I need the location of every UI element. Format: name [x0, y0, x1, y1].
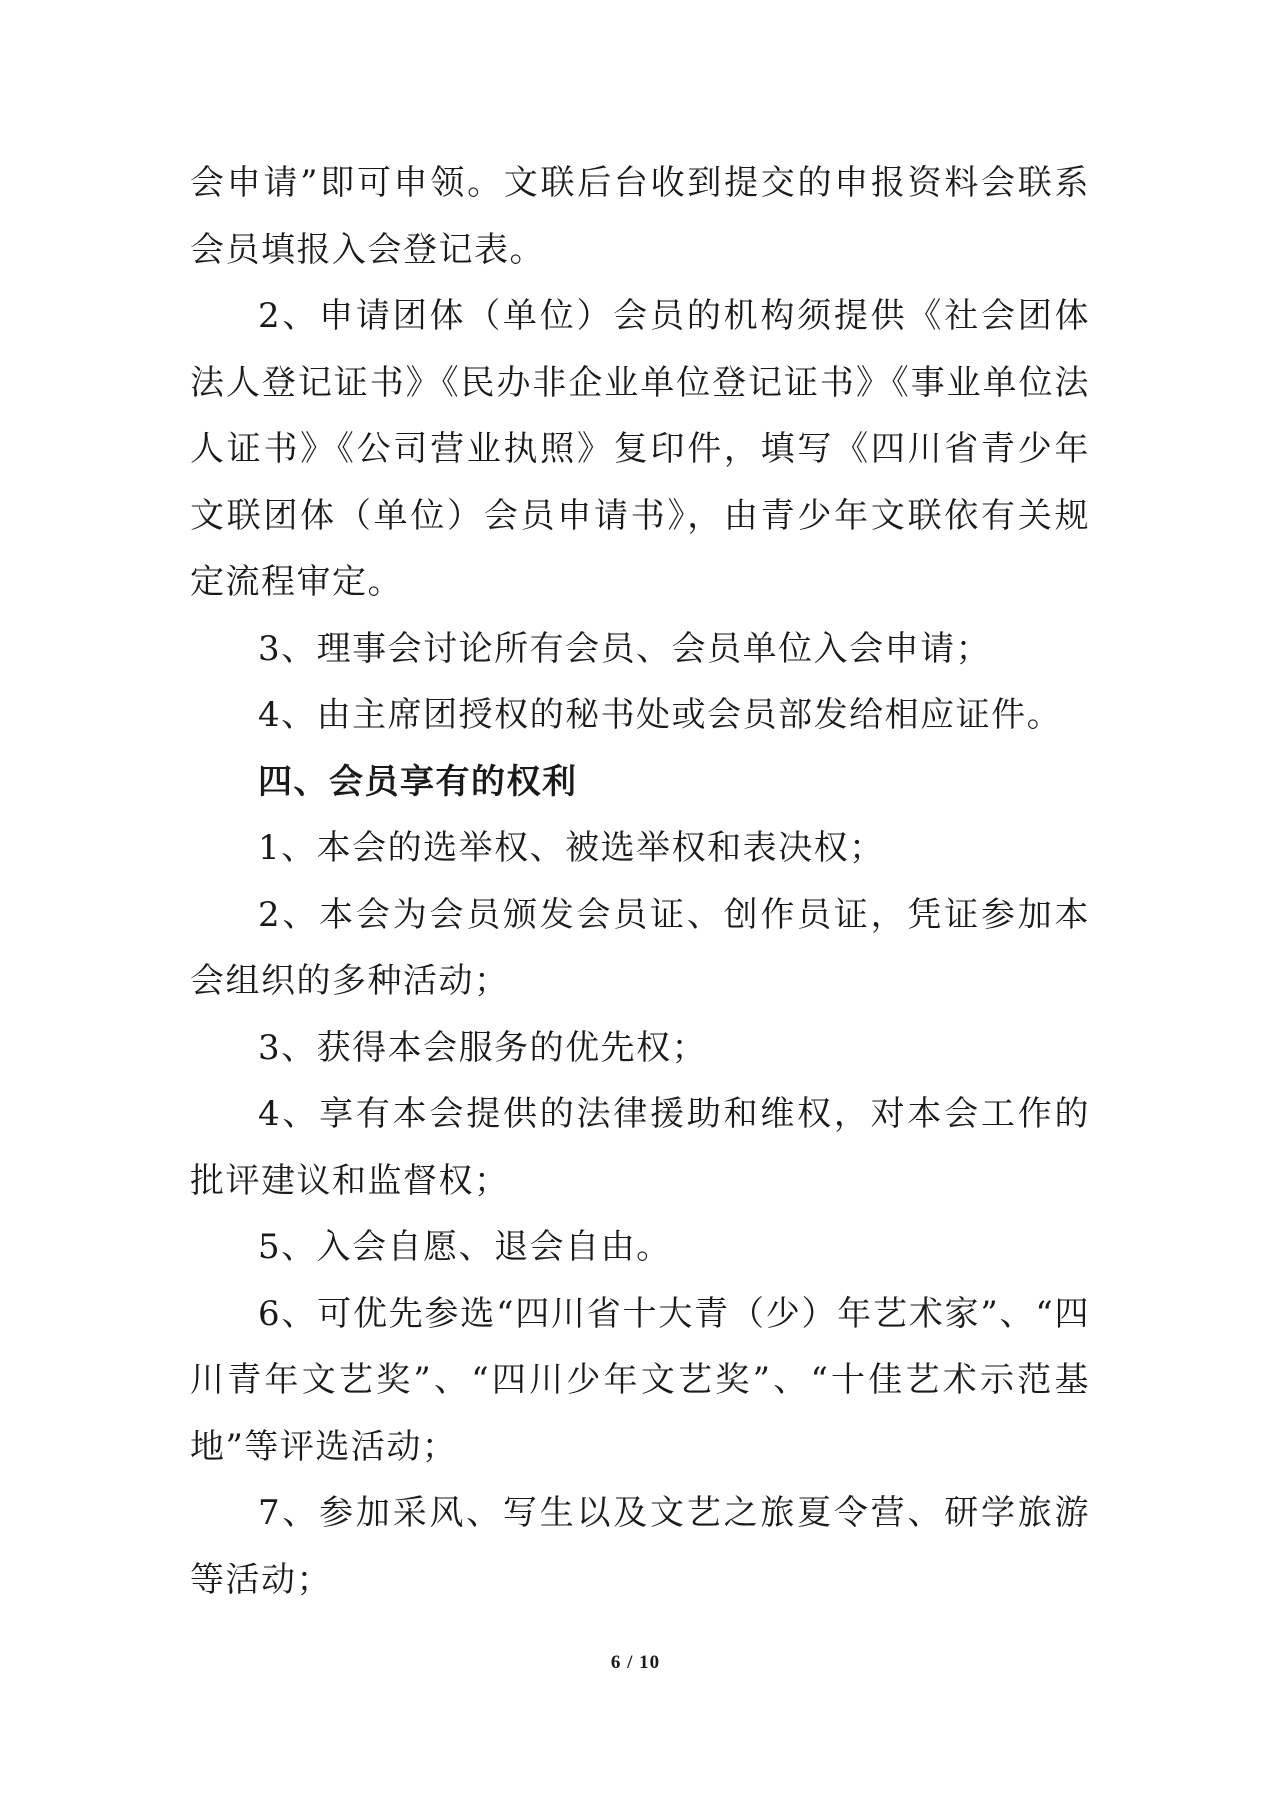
paragraph-item-2-application: 2、申请团体（单位）会员的机构须提供《社会团体法人登记证书》《民办非企业单位登记证书》《事业单位法人证书》《公司营业执照》复印件，填写《四川省青少年文联团体（单位）会员申请书》，由青少年文联依有关规定流程审定。	[190, 296, 1090, 602]
paragraph-continuation: 会申请”即可申领。文联后台收到提交的申报资料会联系会员填报入会登记表。	[190, 163, 1090, 270]
paragraph-right-1: 1、本会的选举权、被选举权和表决权；	[258, 828, 885, 868]
paragraph-right-2: 2、本会为会员颁发会员证、创作员证，凭证参加本会组织的多种活动；	[190, 894, 1090, 1001]
paragraph-right-4: 4、享有本会提供的法律援助和维权，对本会工作的批评建议和监督权；	[190, 1094, 1090, 1201]
paragraph-right-6: 6、可优先参选“四川省十大青（少）年艺术家”、“四川青年文艺奖”、“四川少年文艺奖”、“十佳艺术示范基地”等评选活动；	[190, 1293, 1090, 1467]
paragraph-right-5: 5、入会自愿、退会自由。	[258, 1227, 672, 1267]
paragraph-right-7: 7、参加采风、写生以及文艺之旅夏令营、研学旅游等活动；	[190, 1493, 1090, 1600]
page-number: 6 / 10	[610, 1652, 661, 1673]
section-heading-member-rights: 四、会员享有的权利	[258, 761, 578, 802]
document-body	[190, 150, 1090, 1613]
paragraph-right-3: 3、获得本会服务的优先权；	[258, 1027, 708, 1068]
paragraph-item-3-review: 3、理事会讨论所有会员、会员单位入会申请；	[258, 628, 992, 669]
paragraph-item-4-certificate: 4、由主席团授权的秘书处或会员部发给相应证件。	[258, 695, 1063, 735]
